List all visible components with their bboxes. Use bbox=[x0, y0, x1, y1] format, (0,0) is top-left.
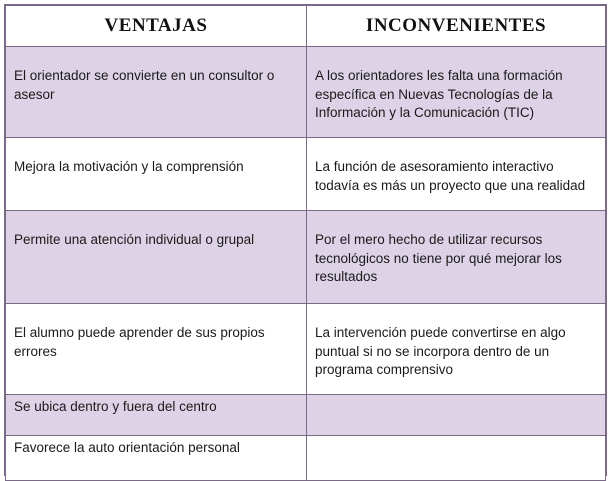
table-row bbox=[6, 304, 606, 395]
ventaja-text: Se ubica dentro y fuera del centro bbox=[14, 399, 217, 414]
ventaja-cell bbox=[6, 395, 307, 436]
inconveniente-text: La función de asesoramiento interactivo todavía es más un proyecto que una realidad bbox=[315, 159, 586, 193]
inconveniente-cell bbox=[307, 304, 606, 395]
table-header-row bbox=[6, 6, 606, 47]
table-row bbox=[6, 138, 606, 211]
comparison-table-container bbox=[4, 4, 607, 476]
ventaja-cell bbox=[6, 211, 307, 304]
inconveniente-text: A los orientadores les falta una formación específica en Nuevas Tecnologías de la Información y la Comunicación (TIC) bbox=[315, 68, 563, 120]
header-inconvenientes: INCONVENIENTES bbox=[307, 6, 606, 47]
inconveniente-text: La intervención puede convertirse en algo puntual si no se incorpora dentro de un programa comprensivo bbox=[315, 325, 566, 377]
inconveniente-cell bbox=[307, 211, 606, 304]
ventaja-text: Favorece la auto orientación personal bbox=[14, 440, 240, 455]
table-row bbox=[6, 211, 606, 304]
table-row bbox=[6, 47, 606, 138]
ventaja-cell bbox=[6, 436, 307, 481]
comparison-table bbox=[5, 5, 606, 481]
inconveniente-text bbox=[307, 436, 605, 439]
inconveniente-text: Por el mero hecho de utilizar recursos tecnológicos no tiene por qué mejorar los resultados bbox=[315, 232, 562, 284]
header-ventajas: VENTAJAS bbox=[6, 6, 307, 47]
inconveniente-cell bbox=[307, 395, 606, 436]
ventaja-cell bbox=[6, 138, 307, 211]
inconveniente-cell bbox=[307, 138, 606, 211]
table-row bbox=[6, 395, 606, 436]
ventaja-cell bbox=[6, 304, 307, 395]
inconveniente-text bbox=[307, 395, 605, 398]
ventaja-cell bbox=[6, 47, 307, 138]
ventaja-text: El alumno puede aprender de sus propios errores bbox=[14, 325, 265, 359]
table-row bbox=[6, 436, 606, 481]
ventaja-text: Permite una atención individual o grupal bbox=[14, 232, 255, 247]
inconveniente-cell bbox=[307, 436, 606, 481]
ventaja-text: Mejora la motivación y la comprensión bbox=[14, 159, 244, 174]
ventaja-text: El orientador se convierte en un consultor o asesor bbox=[14, 68, 275, 102]
inconveniente-cell bbox=[307, 47, 606, 138]
